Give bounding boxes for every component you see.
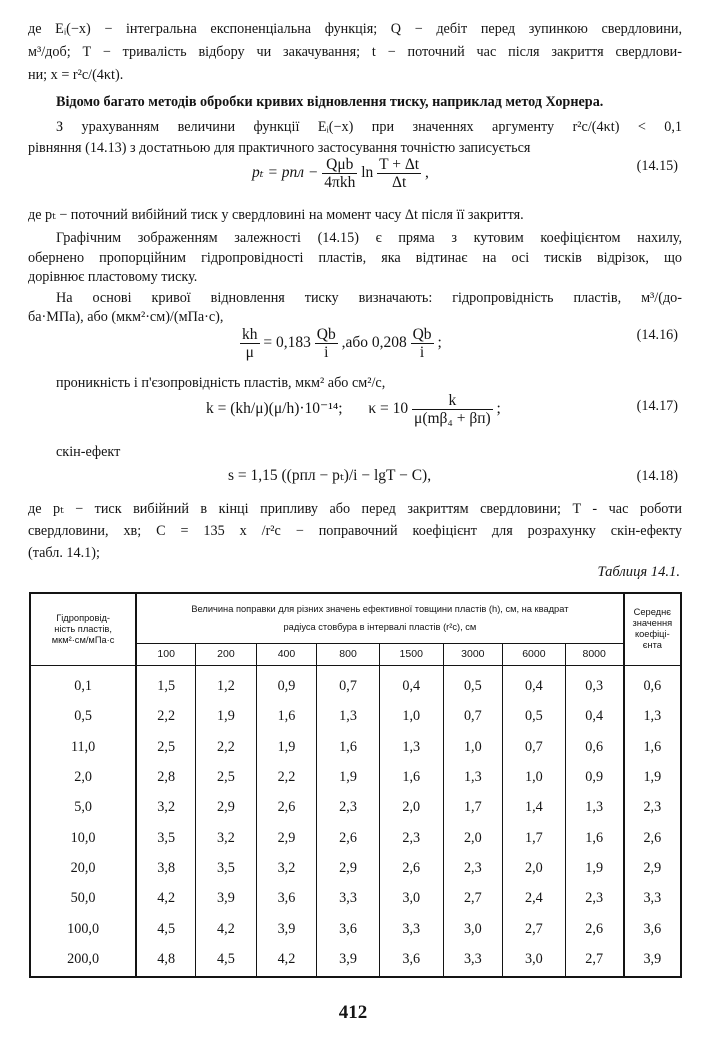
- table-cell: 2,7: [565, 944, 623, 977]
- table-cell: 1,5: [136, 665, 195, 702]
- table-cell: 4,5: [196, 944, 257, 977]
- table-row: [30, 944, 681, 977]
- table-cell: 3,9: [317, 944, 380, 977]
- table-cell: 4,2: [256, 944, 317, 977]
- row-label-cell: 11,0: [30, 732, 136, 762]
- table-cell: 1,6: [317, 732, 380, 762]
- table-cell: 2,9: [196, 793, 257, 823]
- table-row: [30, 914, 681, 944]
- eq-fraction: [315, 326, 338, 361]
- table-cell: 3,6: [256, 884, 317, 914]
- average-cell: 1,6: [624, 732, 681, 762]
- table-cell: 2,2: [256, 762, 317, 792]
- eq-denominator: Δt: [391, 174, 407, 191]
- table-cell: 3,2: [196, 823, 257, 853]
- table-cell: 4,5: [136, 914, 195, 944]
- header-line: Гідропровід-: [56, 612, 110, 623]
- table-cell: 0,5: [503, 702, 566, 732]
- eq-fraction: [322, 156, 357, 191]
- table-cell: 3,2: [256, 853, 317, 883]
- body-line: свердловини, хв; C = 135 x /r²c − поправочний коефіцієнт для розрахунку скін-ефекту: [28, 523, 682, 539]
- average-cell: 2,6: [624, 823, 681, 853]
- table-cell: 1,6: [565, 823, 623, 853]
- table-cell: 1,0: [379, 702, 443, 732]
- average-cell: 3,9: [624, 944, 681, 977]
- table-cell: 1,0: [503, 762, 566, 792]
- equation-14-18: s = 1,15 ((pпл − pₜ)/i − lgT − C),: [228, 467, 432, 484]
- table-cell: 1,7: [503, 823, 566, 853]
- table-cell: 2,6: [256, 793, 317, 823]
- equation-14-17: [206, 392, 501, 427]
- average-cell: 0,6: [624, 665, 681, 702]
- table-cell: 2,0: [503, 853, 566, 883]
- table-cell: 0,7: [443, 702, 502, 732]
- row-label-cell: 5,0: [30, 793, 136, 823]
- header-line: ність пластів,: [54, 623, 112, 634]
- table-cell: 0,9: [565, 762, 623, 792]
- eq-fraction: [240, 326, 260, 361]
- body-line: скін-ефект: [56, 444, 121, 460]
- body-line: обернено пропорційним гідропровідності пластів, яка відтинає на осі тисків відрізок, що: [28, 250, 682, 266]
- body-line: де Eᵢ(−x) − інтегральна експоненціальна функція; Q − дебіт перед зупинкою свердловини,: [28, 21, 682, 37]
- table-cell: 2,5: [196, 762, 257, 792]
- table-cell: 2,9: [317, 853, 380, 883]
- table-cell: 3,5: [136, 823, 195, 853]
- sub-header-cell: 400: [256, 643, 317, 665]
- row-label-cell: 0,1: [30, 665, 136, 702]
- table-row: [30, 884, 681, 914]
- average-cell: 3,3: [624, 884, 681, 914]
- table-cell: 2,2: [136, 702, 195, 732]
- table-row: [30, 823, 681, 853]
- correction-table: [29, 592, 682, 978]
- table-cell: 2,3: [443, 853, 502, 883]
- eq-text: = 0,183: [263, 334, 311, 352]
- header-line: єнта: [642, 640, 662, 651]
- row-label-cell: 2,0: [30, 762, 136, 792]
- table-cell: 3,0: [379, 884, 443, 914]
- eq-fraction: [412, 392, 493, 427]
- table-cell: 3,6: [379, 944, 443, 977]
- table-cell: 3,9: [196, 884, 257, 914]
- table-cell: 1,9: [565, 853, 623, 883]
- sub-header-cell: 800: [317, 643, 380, 665]
- table-cell: 3,9: [256, 914, 317, 944]
- sub-header-cell: 100: [136, 643, 195, 665]
- body-line: Графічним зображенням залежності (14.15) є пряма з кутовим коефіцієнтом нахилу,: [56, 230, 682, 246]
- table-cell: 0,4: [379, 665, 443, 702]
- table-cell: 3,3: [379, 914, 443, 944]
- table-cell: 2,6: [379, 853, 443, 883]
- body-line: рівняння (14.13) з достатньою для практичного застосування точністю записується: [28, 140, 531, 156]
- table-cell: 0,5: [443, 665, 502, 702]
- table-cell: 1,9: [317, 762, 380, 792]
- body-line: дорівнює пластовому тиску.: [28, 269, 198, 285]
- eq-tail: ,: [424, 164, 429, 182]
- eq-numerator: k: [412, 392, 493, 410]
- eq-ln: ln: [361, 164, 374, 182]
- table-row: [30, 762, 681, 792]
- header-line: Середнє: [633, 607, 671, 618]
- table-cell: 2,0: [443, 823, 502, 853]
- table-cell: 0,7: [317, 665, 380, 702]
- table-caption: Таблиця 14.1.: [597, 564, 680, 580]
- table-cell: 2,0: [379, 793, 443, 823]
- eq-denominator: μ: [245, 344, 254, 361]
- table-cell: 3,2: [136, 793, 195, 823]
- row-label-cell: 20,0: [30, 853, 136, 883]
- eq-denominator: 4πkh: [324, 174, 356, 191]
- eq-tail: ;: [437, 334, 442, 352]
- average-cell: 1,3: [624, 702, 681, 732]
- body-line: м³/доб; T − тривалість відбору чи закачування; t − поточний час після закриття свердлови-: [28, 44, 682, 60]
- eq-numerator: Qb: [316, 326, 336, 343]
- table-cell: 0,3: [565, 665, 623, 702]
- header-line: Величина поправки для різних значень ефективної товщини пластів (h), см, на квадрат: [191, 603, 569, 614]
- equation-number: (14.16): [636, 327, 678, 343]
- table-cell: 0,7: [503, 732, 566, 762]
- sub-header-cell: 6000: [503, 643, 566, 665]
- table-cell: 1,9: [196, 702, 257, 732]
- table-cell: 0,4: [503, 665, 566, 702]
- row-label-cell: 100,0: [30, 914, 136, 944]
- header-line: коефіці-: [634, 629, 670, 640]
- page-number: 412: [338, 1002, 368, 1023]
- table-cell: 3,0: [443, 914, 502, 944]
- table-row: [30, 665, 681, 702]
- table-cell: 1,4: [503, 793, 566, 823]
- table-cell: 1,3: [379, 732, 443, 762]
- body-line: Відомо багато методів обробки кривих відновлення тиску, наприклад метод Хорнера.: [56, 94, 604, 110]
- body-line: (табл. 14.1);: [28, 545, 100, 561]
- equation-number: (14.18): [636, 468, 678, 484]
- table-body: [30, 665, 681, 977]
- table-row: [30, 853, 681, 883]
- body-line: ни; x = r²c/(4κt).: [28, 67, 124, 83]
- average-cell: 3,6: [624, 914, 681, 944]
- table-cell: 1,3: [565, 793, 623, 823]
- eq-fraction: [377, 156, 421, 191]
- eq-numerator: T + Δt: [379, 156, 420, 173]
- col-header-hydroconductivity: [30, 593, 136, 665]
- table-cell: 3,6: [317, 914, 380, 944]
- sub-header-cell: 3000: [443, 643, 502, 665]
- eq-denominator: i: [419, 344, 425, 361]
- table-cell: 1,6: [256, 702, 317, 732]
- sub-header-cell: 200: [196, 643, 257, 665]
- col-header-average: [624, 593, 681, 665]
- eq-text: κ = 10: [368, 400, 409, 418]
- average-cell: 1,9: [624, 762, 681, 792]
- table-cell: 1,3: [317, 702, 380, 732]
- table-cell: 3,3: [317, 884, 380, 914]
- average-cell: 2,9: [624, 853, 681, 883]
- equation-number: (14.15): [636, 158, 678, 174]
- table-cell: 2,3: [317, 793, 380, 823]
- body-line: де pₜ − тиск вибійний в кінці припливу або перед закриттям свердловини; T - час роботи: [28, 501, 682, 517]
- table-cell: 2,9: [256, 823, 317, 853]
- table-cell: 3,5: [196, 853, 257, 883]
- table-cell: 1,3: [443, 762, 502, 792]
- equation-number: (14.17): [636, 398, 678, 414]
- table-cell: 3,3: [443, 944, 502, 977]
- table-cell: 2,3: [565, 884, 623, 914]
- table-cell: 2,6: [565, 914, 623, 944]
- header-line: радіуса стовбура в інтервалі пластів (r²c), см: [283, 621, 477, 632]
- row-label-cell: 10,0: [30, 823, 136, 853]
- sub-header-cell: 1500: [379, 643, 443, 665]
- eq-tail: ;: [496, 400, 501, 418]
- table-cell: 1,6: [379, 762, 443, 792]
- row-label-cell: 0,5: [30, 702, 136, 732]
- eq-denominator: i: [324, 344, 329, 361]
- body-line: З урахуванням величини функції Eᵢ(−x) при значеннях аргументу r²c/(4κt) < 0,1: [56, 119, 682, 135]
- body-line: На основі кривої відновлення тиску визначають: гідропровідність пластів, м³/(до-: [56, 290, 682, 306]
- table-cell: 1,7: [443, 793, 502, 823]
- table-cell: 0,4: [565, 702, 623, 732]
- table-cell: 4,8: [136, 944, 195, 977]
- header-line: значення: [632, 618, 673, 629]
- group-header-correction: [136, 593, 623, 643]
- table-cell: 4,2: [136, 884, 195, 914]
- table-row: [30, 732, 681, 762]
- eq-numerator: Qμb: [322, 156, 357, 174]
- row-label-cell: 200,0: [30, 944, 136, 977]
- eq-text: ,або 0,208: [341, 334, 407, 352]
- equation-14-16: [240, 326, 442, 361]
- table-cell: 2,5: [136, 732, 195, 762]
- eq-lhs: pₜ = pпл −: [252, 164, 319, 182]
- table-cell: 3,0: [503, 944, 566, 977]
- eq-denominator: μ(mβ₄ + βп): [414, 410, 491, 427]
- eq-fraction: [411, 326, 434, 361]
- table-row: [30, 793, 681, 823]
- table-cell: 1,2: [196, 665, 257, 702]
- table-cell: 4,2: [196, 914, 257, 944]
- average-cell: 2,3: [624, 793, 681, 823]
- table-cell: 0,6: [565, 732, 623, 762]
- table-cell: 2,8: [136, 762, 195, 792]
- table-row: [30, 702, 681, 732]
- table-cell: 2,2: [196, 732, 257, 762]
- table-cell: 2,4: [503, 884, 566, 914]
- table-cell: 2,7: [443, 884, 502, 914]
- equation-14-15: [252, 156, 429, 191]
- body-line: ба·МПа), або (мкм²·см)/(мПа·с),: [28, 309, 224, 325]
- table-cell: 2,6: [317, 823, 380, 853]
- sub-header-cell: 8000: [565, 643, 623, 665]
- eq-text: k = (kh/μ)(μ/h)·10⁻¹⁴;: [206, 400, 343, 418]
- table-cell: 2,3: [379, 823, 443, 853]
- eq-numerator: kh: [242, 326, 258, 343]
- table-cell: 1,9: [256, 732, 317, 762]
- eq-numerator: Qb: [412, 326, 432, 343]
- table-cell: 1,0: [443, 732, 502, 762]
- table-cell: 2,7: [503, 914, 566, 944]
- body-line: де pₜ − поточний вибійний тиск у свердловині на момент часу Δt після її закриття.: [28, 207, 524, 223]
- table-cell: 0,9: [256, 665, 317, 702]
- table-cell: 3,8: [136, 853, 195, 883]
- body-line: проникність і п'єзопровідність пластів, мкм² або см²/с,: [56, 375, 386, 391]
- row-label-cell: 50,0: [30, 884, 136, 914]
- header-line: мкм²·см/мПа·с: [51, 634, 115, 645]
